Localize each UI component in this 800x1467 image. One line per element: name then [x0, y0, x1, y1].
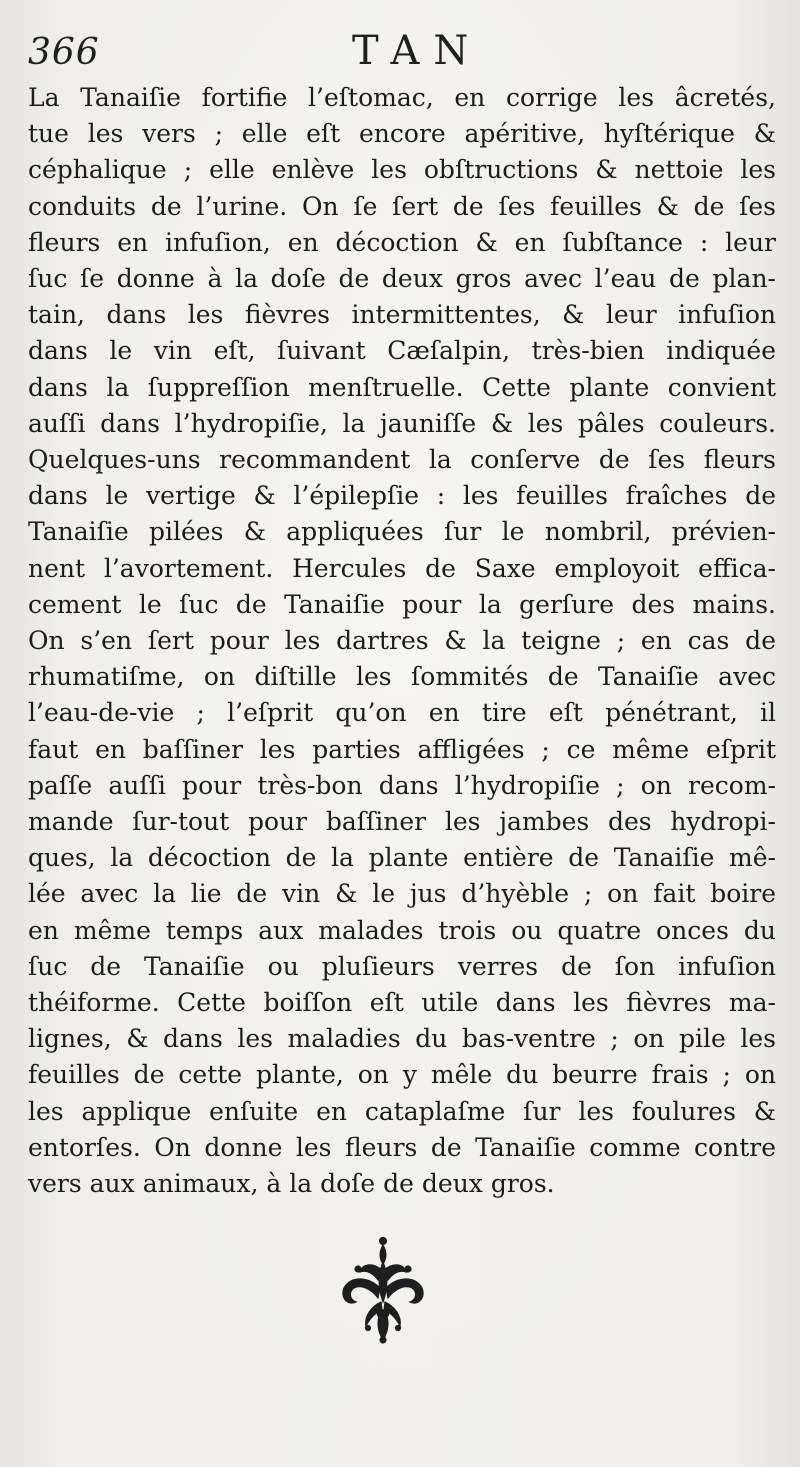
text-line: dans le vin eſt, ſuivant Cæſalpin, très-bien indiquée: [28, 336, 776, 366]
text-line: feuilles de cette plante, on y mêle du beurre frais ; on: [28, 1060, 776, 1090]
text-line: auſſi dans l’hydropiſie, la jauniſſe & les pâles couleurs.: [28, 408, 776, 438]
text-line: ſuc de Tanaiſie ou pluſieurs verres de ſon infuſion: [28, 951, 776, 981]
text-line: ſuc ſe donne à la doſe de deux gros avec l’eau de plan-: [28, 264, 776, 294]
text-line: l’eau-de-vie ; l’eſprit qu’on en tire eſt pénétrant, il: [28, 698, 776, 728]
page-header: [28, 28, 776, 84]
text-line: Tanaiſie pilées & appliquées ſur le nombril, prévien-: [28, 517, 776, 547]
text-line: cement le ſuc de Tanaiſie pour la gerſure des mains.: [28, 589, 776, 619]
text-line: nent l’avortement. Hercules de Saxe employoit effica-: [28, 553, 776, 583]
text-line: dans le vertige & l’épilepſie : les feuilles fraîches de: [28, 481, 776, 511]
running-head: TAN: [352, 28, 483, 74]
text-line: fleurs en infuſion, en décoction & en ſubſtance : leur: [28, 227, 776, 257]
body-text: [28, 80, 776, 1202]
page-number: 366: [28, 32, 100, 73]
fleuron-ornament-icon: [338, 1236, 428, 1344]
text-line: faut en baſſiner les parties affligées ; ce même eſprit: [28, 734, 776, 764]
text-line: lée avec la lie de vin & le jus d’hyèble ; on fait boire: [28, 879, 776, 909]
text-line: céphalique ; elle enlève les obſtructions & nettoie les: [28, 155, 776, 185]
text-line: entorſes. On donne les fleurs de Tanaiſie comme contre: [28, 1132, 776, 1162]
text-line: vers aux animaux, à la doſe de deux gros.: [28, 1169, 555, 1199]
text-line: conduits de l’urine. On ſe ſert de ſes feuilles & de ſes: [28, 191, 776, 221]
text-line: Quelques-uns recommandent la conſerve de ſes fleurs: [28, 445, 776, 475]
text-line: ques, la décoction de la plante entière de Tanaiſie mê-: [28, 843, 776, 873]
text-line: dans la ſuppreſſion menſtruelle. Cette plante convient: [28, 372, 776, 402]
text-line: La Tanaiſie fortifie l’eſtomac, en corrige les âcretés,: [28, 83, 776, 112]
text-line: théiforme. Cette boiſſon eſt utile dans les fièvres ma-: [28, 988, 776, 1018]
text-line: On s’en ſert pour les dartres & la teigne ; en cas de: [28, 626, 776, 656]
text-line: tain, dans les fièvres intermittentes, & leur infuſion: [28, 300, 776, 330]
text-line: les applique enſuite en cataplaſme ſur les foulures &: [28, 1096, 776, 1126]
text-line: paſſe auſſi pour très-bon dans l’hydropiſie ; on recom-: [28, 770, 776, 800]
text-line: lignes, & dans les maladies du bas-ventre ; on pile les: [28, 1024, 776, 1054]
text-line: en même temps aux malades trois ou quatre onces du: [28, 915, 776, 945]
text-line: mande ſur-tout pour baſſiner les jambes des hydropi-: [28, 807, 776, 837]
text-line: tue les vers ; elle eſt encore apéritive, hyſtérique &: [28, 119, 776, 149]
text-line: rhumatiſme, on diſtille les ſommités de Tanaiſie avec: [28, 662, 776, 692]
